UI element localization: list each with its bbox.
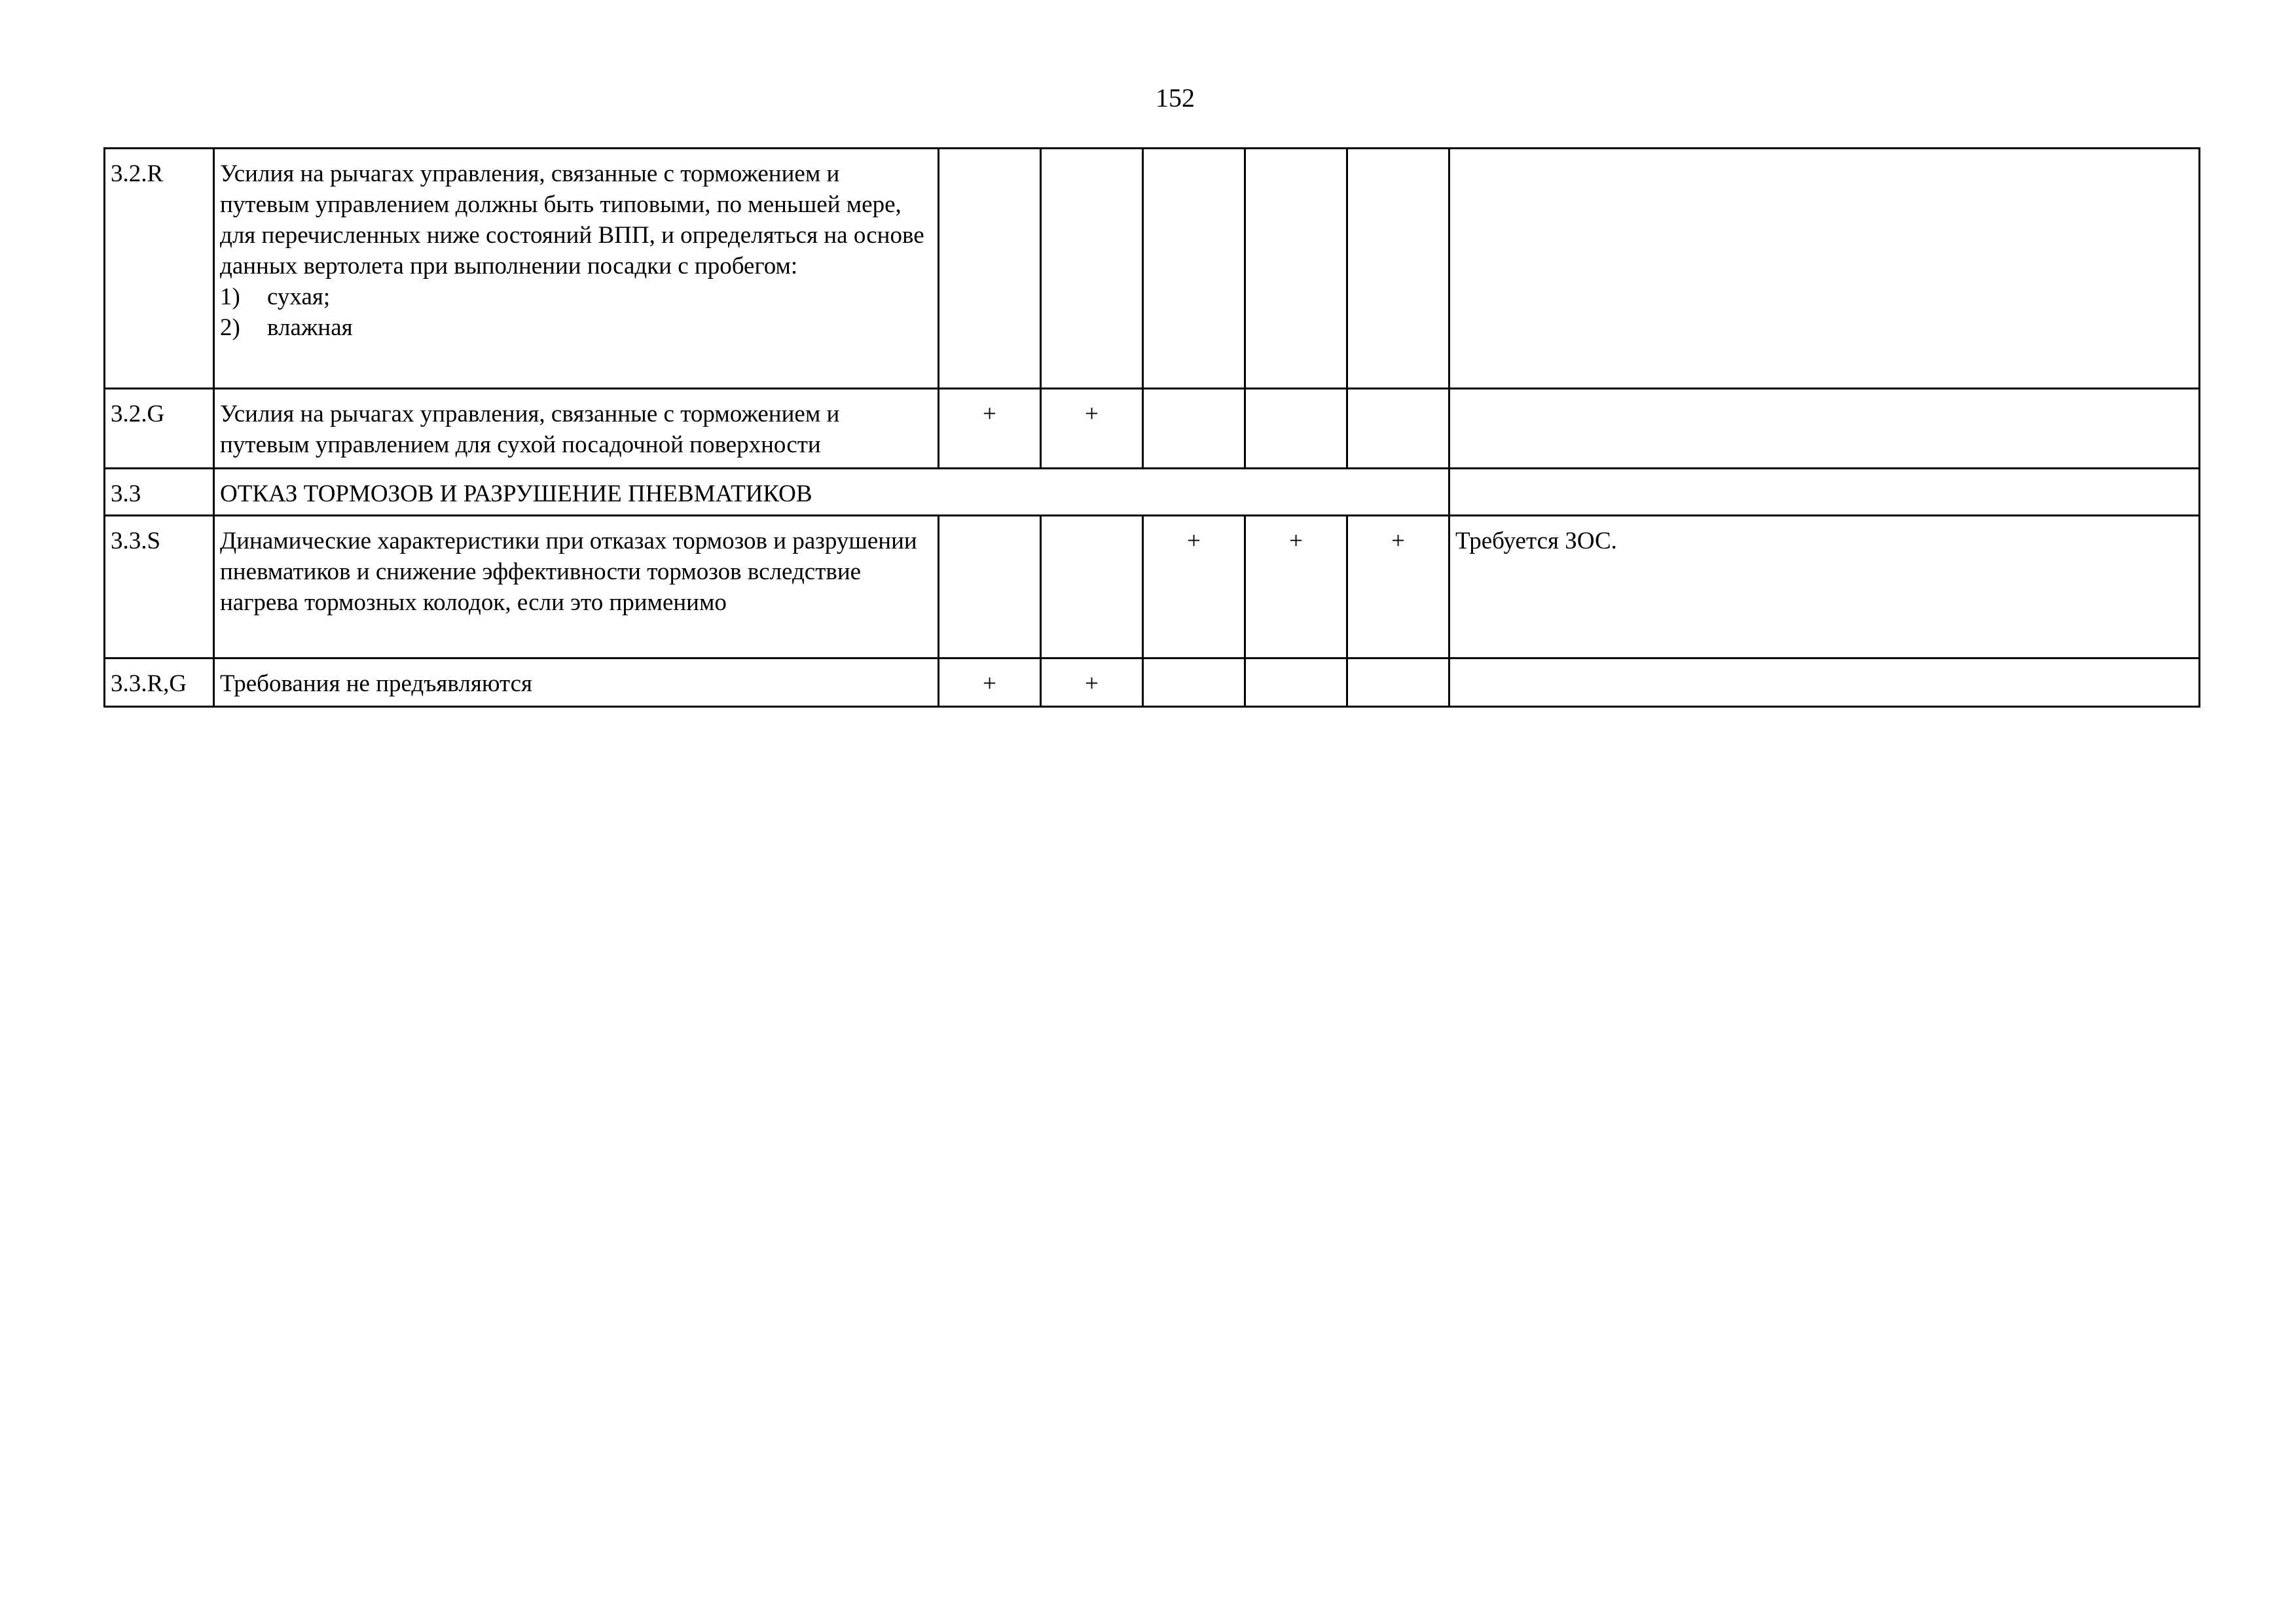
list-item-number: 1) [220,283,240,310]
note-cell [1449,659,2200,707]
mark-cell [1245,659,1347,707]
mark-cell [1347,659,1449,707]
note-cell: Требуется ЗОС. [1449,516,2200,659]
mark-cell [1041,149,1143,389]
row-text: Усилия на рычагах управления, связанные с торможением и путевым управлением должны быть типовыми, по меньшей мере, для перечисленных ниже состояний ВПП, и определяться на основе данных вертолета при выполнении посадки с пробегом: [220,160,924,280]
note-cell [1449,389,2200,469]
mark-cell [1041,516,1143,659]
row-description [214,149,939,389]
row-id: 3.3 [105,469,214,516]
mark-cell [939,516,1041,659]
section-title: ОТКАЗ ТОРМОЗОВ И РАЗРУШЕНИЕ ПНЕВМАТИКОВ [214,469,1449,516]
mark-cell [1347,389,1449,469]
mark-cell [1245,389,1347,469]
mark-cell [1143,659,1245,707]
mark-cell: + [939,659,1041,707]
mark-cell [939,149,1041,389]
mark-cell [1347,149,1449,389]
row-text: Динамические характеристики при отказах тормозов и разрушении пневматиков и снижение эффективности тормозов вследствие нагрева тормозных колодок, если это применимо [214,516,939,659]
list-item [220,312,932,343]
row-text: Требования не предъявляются [214,659,939,707]
mark-cell: + [1041,389,1143,469]
mark-cell: + [1041,659,1143,707]
mark-cell: + [1245,516,1347,659]
row-id: 3.2.R [105,149,214,389]
row-id: 3.3.S [105,516,214,659]
mark-cell [1245,149,1347,389]
list-item [220,281,932,312]
mark-cell [1143,389,1245,469]
table-row [105,659,2200,707]
section-row [105,469,2200,516]
table-row [105,516,2200,659]
mark-cell [1143,149,1245,389]
list-item-text: влажная [267,314,353,341]
page-number: 152 [1156,83,1195,113]
row-id: 3.2.G [105,389,214,469]
list-item-number: 2) [220,314,240,341]
table-row [105,149,2200,389]
note-cell [1449,469,2200,516]
mark-cell: + [1143,516,1245,659]
row-text: Усилия на рычагах управления, связанные с торможением и путевым управлением для сухой посадочной поверхности [214,389,939,469]
table-row [105,389,2200,469]
mark-cell: + [939,389,1041,469]
row-id: 3.3.R,G [105,659,214,707]
mark-cell: + [1347,516,1449,659]
list-item-text: сухая; [267,283,331,310]
note-cell [1449,149,2200,389]
requirements-table [103,147,2200,708]
